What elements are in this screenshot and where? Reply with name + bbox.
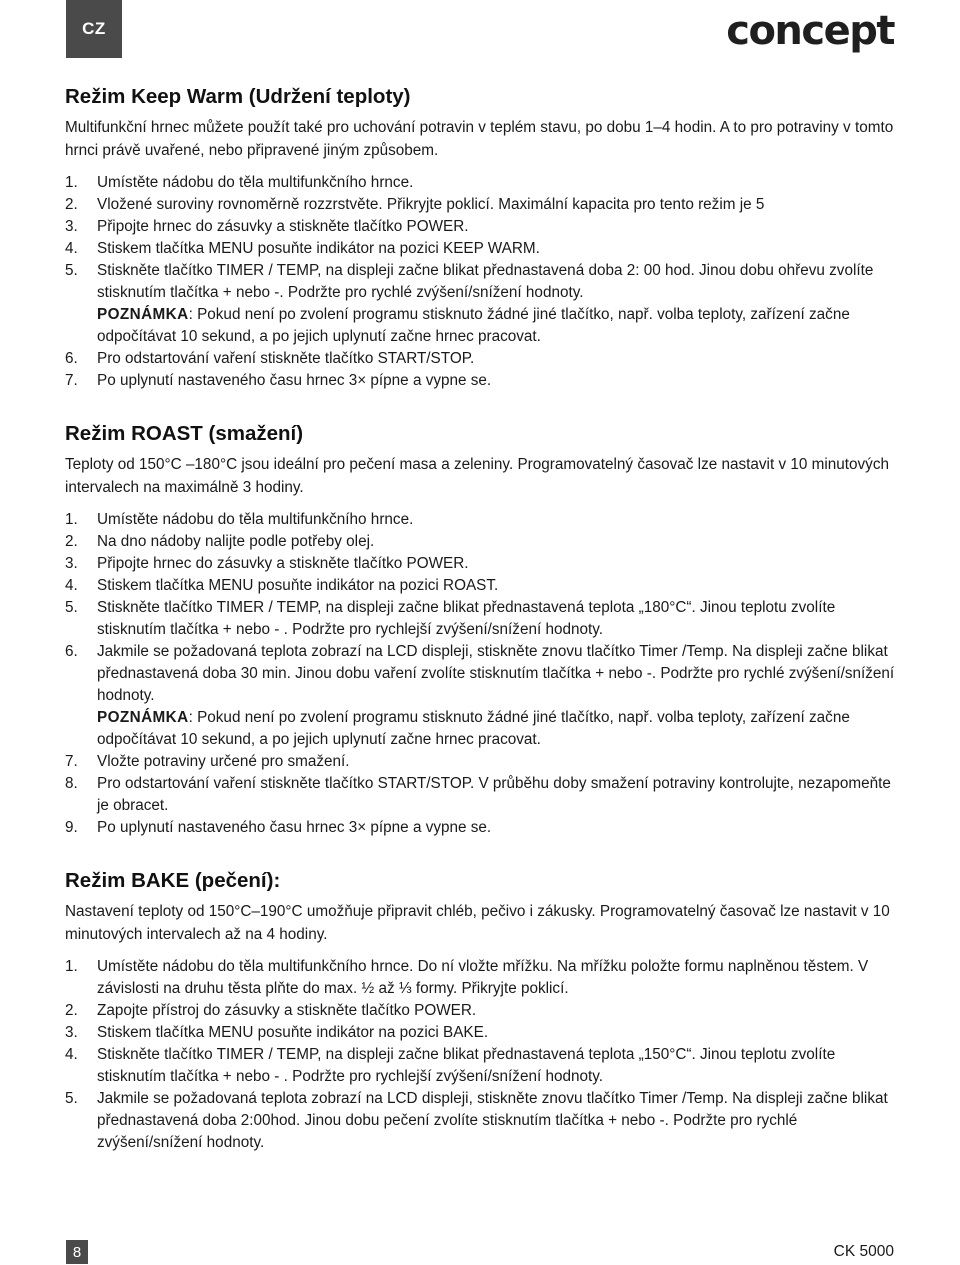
note-label: POZNÁMKA (97, 709, 189, 726)
list-item (65, 597, 895, 641)
section-title: Režim ROAST (smažení) (65, 422, 304, 445)
section-intro: Nastavení teploty od 150°C–190°C umožňuje připravit chléb, pečivo i zákusky. Programovatelný časovač lze nastavit v 10 minutových intervalech až na 4 hodiny. (65, 903, 890, 943)
list-item (65, 773, 895, 817)
section (65, 85, 895, 392)
list-item (65, 1000, 895, 1022)
list-item (65, 194, 895, 216)
step-number: 4. (65, 577, 78, 594)
page-number: 8 (66, 1240, 88, 1264)
step-number: 7. (65, 372, 78, 389)
step-number: 4. (65, 1046, 78, 1063)
step-text: Pro odstartování vaření stiskněte tlačítko START/STOP. V průběhu doby smažení potraviny kontrolujte, nezapomeňte je obracet. (97, 775, 891, 814)
step-number: 1. (65, 958, 78, 975)
step-text: Stiskněte tlačítko TIMER / TEMP, na displeji začne blikat přednastavená teplota „150°C“. Jinou teplotu zvolíte stisknutím tlačítka + nebo - . Podržte pro rychlejší zvýšení/snížení hodnoty. (97, 1046, 836, 1085)
steps-list (65, 956, 895, 1154)
step-number: 5. (65, 599, 78, 616)
list-item (65, 553, 895, 575)
list-item (65, 1022, 895, 1044)
step-number: 8. (65, 775, 78, 792)
step-number: 2. (65, 1002, 78, 1019)
section (65, 422, 895, 839)
step-text: Stiskem tlačítka MENU posuňte indikátor na pozici KEEP WARM. (97, 240, 540, 257)
step-number: 3. (65, 555, 78, 572)
step-number: 6. (65, 643, 78, 660)
list-item (65, 1088, 895, 1154)
step-note (97, 304, 895, 348)
step-text: Vložte potraviny určené pro smažení. (97, 753, 350, 770)
step-number: 1. (65, 511, 78, 528)
step-note (97, 707, 895, 751)
step-number: 1. (65, 174, 78, 191)
step-text: Umístěte nádobu do těla multifunkčního hrnce. (97, 511, 414, 528)
list-item (65, 172, 895, 194)
list-item (65, 751, 895, 773)
step-number: 9. (65, 819, 78, 836)
list-item (65, 531, 895, 553)
list-item (65, 641, 895, 751)
steps-list (65, 172, 895, 392)
list-item (65, 575, 895, 597)
step-number: 2. (65, 533, 78, 550)
list-item (65, 956, 895, 1000)
section-intro: Teploty od 150°C –180°C jsou ideální pro pečení masa a zeleniny. Programovatelný časovač lze nastavit v 10 minutových intervalech na maximálně 3 hodiny. (65, 456, 889, 496)
section-title: Režim Keep Warm (Udržení teploty) (65, 85, 411, 108)
list-item (65, 260, 895, 348)
step-text: Stiskem tlačítka MENU posuňte indikátor na pozici ROAST. (97, 577, 499, 594)
language-tab: CZ (66, 0, 122, 58)
step-text: Po uplynutí nastaveného času hrnec 3× pípne a vypne se. (97, 372, 492, 389)
section-intro: Multifunkční hrnec můžete použít také pro uchování potravin v teplém stavu, po dobu 1–4 hodin. A to pro potraviny v tomto hrnci právě uvařené, nebo připravené jiným způsobem. (65, 119, 894, 159)
steps-list (65, 509, 895, 839)
step-number: 2. (65, 196, 78, 213)
step-number: 5. (65, 262, 78, 279)
step-text: Jakmile se požadovaná teplota zobrazí na LCD displeji, stiskněte znovu tlačítko Timer /Temp. Na displeji začne blikat přednastavená doba 2:00hod. Jinou dobu pečení zvolíte stisknutím tlačítka + nebo -. Podržte pro rychlé zvýšení/snížení hodnoty. (97, 1090, 888, 1151)
list-item (65, 1044, 895, 1088)
step-text: Na dno nádoby nalijte podle potřeby olej. (97, 533, 375, 550)
step-text: Vložené suroviny rovnoměrně rozzrstvěte. Přikryjte poklicí. Maximální kapacita pro tento režim je 5 (97, 196, 765, 213)
brand-logo: concept (726, 8, 894, 54)
step-number: 4. (65, 240, 78, 257)
note-text: : Pokud není po zvolení programu stisknuto žádné jiné tlačítko, např. volba teploty, zařízení začne odpočítávat 10 sekund, a po jejich uplynutí začne hrnec pracovat. (97, 306, 850, 345)
list-item (65, 216, 895, 238)
step-text: Pro odstartování vaření stiskněte tlačítko START/STOP. (97, 350, 475, 367)
step-text: Umístěte nádobu do těla multifunkčního hrnce. (97, 174, 414, 191)
step-text: Zapojte přístroj do zásuvky a stiskněte tlačítko POWER. (97, 1002, 477, 1019)
step-text: Jakmile se požadovaná teplota zobrazí na LCD displeji, stiskněte znovu tlačítko Timer /Temp. Na displeji začne blikat přednastavená doba 30 min. Jinou dobu vaření zvolíte stisknutím tlačítka + nebo -. Podržte pro rychlé zvýšení/snížení hodnoty. (97, 643, 895, 704)
section (65, 869, 895, 1154)
step-text: Umístěte nádobu do těla multifunkčního hrnce. Do ní vložte mřížku. Na mřížku položte formu naplněnou těstem. V závislosti na druhu těsta plňte do max. ½ až ⅓ formy. Přikryjte poklicí. (97, 958, 869, 997)
step-number: 3. (65, 1024, 78, 1041)
step-text: Stiskněte tlačítko TIMER / TEMP, na displeji začne blikat přednastavená doba 2: 00 hod. Jinou dobu ohřevu zvolíte stisknutím tlačítka + nebo -. Podržte pro rychlé zvýšení/snížení hodnoty. (97, 262, 874, 301)
list-item (65, 509, 895, 531)
note-label: POZNÁMKA (97, 306, 189, 323)
note-text: : Pokud není po zvolení programu stisknuto žádné jiné tlačítko, např. volba teploty, zařízení začne odpočítávat 10 sekund, a po jejich uplynutí začne hrnec pracovat. (97, 709, 850, 748)
list-item (65, 348, 895, 370)
step-number: 3. (65, 218, 78, 235)
step-number: 5. (65, 1090, 78, 1107)
step-text: Připojte hrnec do zásuvky a stiskněte tlačítko POWER. (97, 555, 469, 572)
list-item (65, 370, 895, 392)
step-text: Stiskněte tlačítko TIMER / TEMP, na displeji začne blikat přednastavená teplota „180°C“. Jinou teplotu zvolíte stisknutím tlačítka + nebo - . Podržte pro rychlejší zvýšení/snížení hodnoty. (97, 599, 836, 638)
step-text: Připojte hrnec do zásuvky a stiskněte tlačítko POWER. (97, 218, 469, 235)
list-item (65, 817, 895, 839)
manual-content (65, 85, 895, 1184)
step-number: 7. (65, 753, 78, 770)
model-number: CK 5000 (833, 1243, 894, 1260)
list-item (65, 238, 895, 260)
step-text: Stiskem tlačítka MENU posuňte indikátor na pozici BAKE. (97, 1024, 489, 1041)
step-text: Po uplynutí nastaveného času hrnec 3× pípne a vypne se. (97, 819, 492, 836)
step-number: 6. (65, 350, 78, 367)
section-title: Režim BAKE (pečení): (65, 869, 281, 892)
